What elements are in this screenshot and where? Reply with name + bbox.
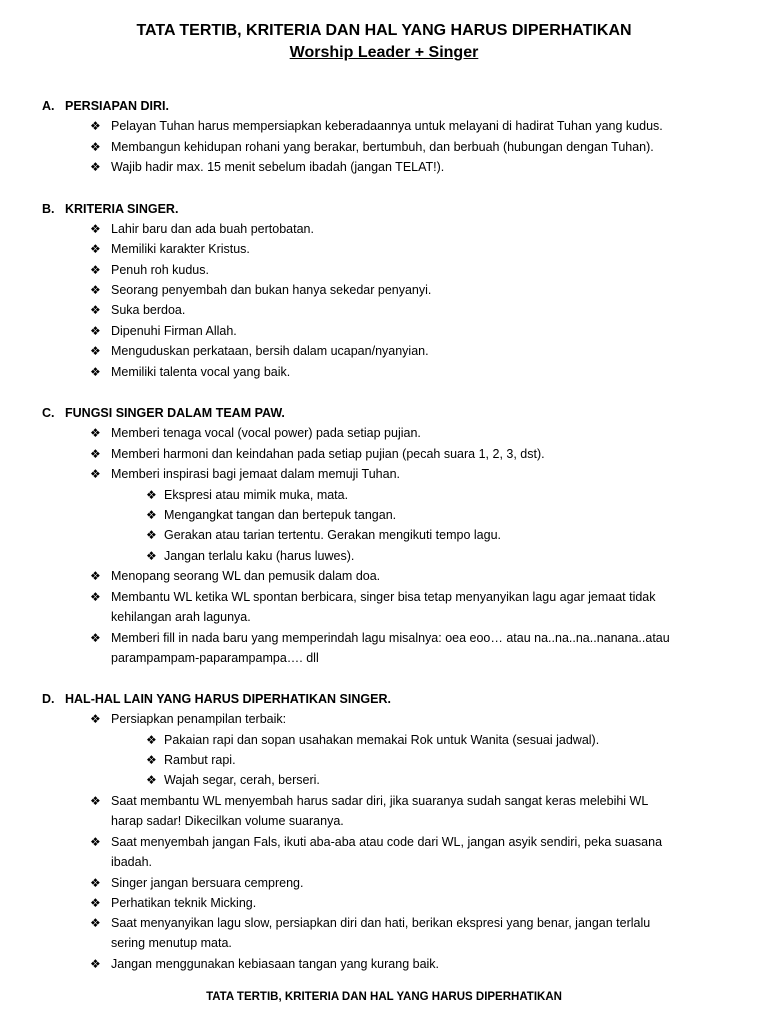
- section-title: KRITERIA SINGER.: [65, 202, 179, 216]
- bullet-diamond-icon: ❖: [90, 303, 101, 317]
- sub-list-item: ❖ Gerakan atau tarian tertentu. Gerakan mengikuti tempo lagu.: [146, 525, 501, 545]
- list-item: ❖ Suka berdoa.: [90, 300, 185, 320]
- list-item: ❖ Memberi inspirasi bagi jemaat dalam memuji Tuhan.: [90, 464, 400, 484]
- list-item: ❖ Menguduskan perkataan, bersih dalam ucapan/nyanyian.: [90, 341, 429, 361]
- bullet-diamond-icon: ❖: [90, 467, 101, 481]
- list-item: ❖ Saat menyembah jangan Fals, ikuti aba-aba atau code dari WL, jangan asyik sendiri, peka suasana ibadah.: [90, 832, 662, 872]
- bullet-diamond-icon: ❖: [90, 569, 101, 583]
- section-heading-b: [42, 201, 178, 217]
- section-heading-c: [42, 405, 285, 421]
- section-letter: B.: [42, 202, 55, 216]
- bullet-diamond-icon: ❖: [146, 753, 157, 767]
- section-letter: D.: [42, 692, 55, 706]
- bullet-diamond-icon: ❖: [90, 160, 101, 174]
- document-subtitle: Worship Leader + Singer: [289, 44, 479, 61]
- bullet-diamond-icon: ❖: [90, 222, 101, 236]
- section-letter: A.: [42, 99, 55, 113]
- section-title: HAL-HAL LAIN YANG HARUS DIPERHATIKAN SINGER.: [65, 692, 391, 706]
- list-item: ❖ Penuh roh kudus.: [90, 260, 209, 280]
- list-item-continuation: sering menutup mata.: [111, 936, 232, 950]
- bullet-diamond-icon: ❖: [90, 896, 101, 910]
- list-item: ❖ Lahir baru dan ada buah pertobatan.: [90, 219, 314, 239]
- list-item-continuation: kehilangan arah lagunya.: [111, 610, 251, 624]
- bullet-diamond-icon: ❖: [90, 876, 101, 890]
- bullet-diamond-icon: ❖: [146, 528, 157, 542]
- bullet-diamond-icon: ❖: [90, 119, 101, 133]
- bullet-diamond-icon: ❖: [146, 773, 157, 787]
- bullet-diamond-icon: ❖: [90, 324, 101, 338]
- list-item: ❖ Singer jangan bersuara cempreng.: [90, 873, 303, 893]
- footer-title: TATA TERTIB, KRITERIA DAN HAL YANG HARUS DIPERHATIKAN: [206, 991, 562, 1003]
- list-item-continuation: ibadah.: [111, 855, 153, 869]
- sub-list-item: ❖ Jangan terlalu kaku (harus luwes).: [146, 546, 354, 566]
- bullet-diamond-icon: ❖: [90, 631, 101, 645]
- sub-list-item: ❖ Ekspresi atau mimik muka, mata.: [146, 485, 348, 505]
- list-item: ❖ Memberi fill in nada baru yang memperindah lagu misalnya: oea eoo… atau na..na..na..nanana..atau parampampam-paparampampa…. dll: [90, 628, 670, 668]
- bullet-diamond-icon: ❖: [90, 794, 101, 808]
- bullet-diamond-icon: ❖: [90, 957, 101, 971]
- bullet-diamond-icon: ❖: [146, 508, 157, 522]
- section-heading-d: [42, 691, 391, 707]
- list-item: ❖ Persiapkan penampilan terbaik:: [90, 709, 286, 729]
- list-item-continuation: harap sadar! Dikecilkan volume suaranya.: [111, 814, 344, 828]
- bullet-diamond-icon: ❖: [90, 344, 101, 358]
- section-letter: C.: [42, 406, 55, 420]
- bullet-diamond-icon: ❖: [90, 283, 101, 297]
- document-title: TATA TERTIB, KRITERIA DAN HAL YANG HARUS DIPERHATIKAN: [136, 22, 632, 39]
- bullet-diamond-icon: ❖: [90, 263, 101, 277]
- list-item: ❖ Seorang penyembah dan bukan hanya sekedar penyanyi.: [90, 280, 431, 300]
- list-item: ❖ Jangan menggunakan kebiasaan tangan yang kurang baik.: [90, 954, 439, 974]
- bullet-diamond-icon: ❖: [90, 712, 101, 726]
- sub-list-item: ❖ Wajah segar, cerah, berseri.: [146, 770, 320, 790]
- list-item: ❖ Memiliki talenta vocal yang baik.: [90, 362, 290, 382]
- list-item: ❖ Dipenuhi Firman Allah.: [90, 321, 237, 341]
- section-heading-a: [42, 98, 169, 114]
- bullet-diamond-icon: ❖: [90, 590, 101, 604]
- bullet-diamond-icon: ❖: [90, 365, 101, 379]
- list-item: ❖ Wajib hadir max. 15 menit sebelum ibadah (jangan TELAT!).: [90, 157, 444, 177]
- sub-list-item: ❖ Pakaian rapi dan sopan usahakan memakai Rok untuk Wanita (sesuai jadwal).: [146, 730, 599, 750]
- list-item: ❖ Memiliki karakter Kristus.: [90, 239, 250, 259]
- list-item: ❖ Menopang seorang WL dan pemusik dalam doa.: [90, 566, 380, 586]
- bullet-diamond-icon: ❖: [146, 488, 157, 502]
- list-item: ❖ Pelayan Tuhan harus mempersiapkan keberadaannya untuk melayani di hadirat Tuhan yang kudus.: [90, 116, 663, 136]
- list-item: ❖ Membangun kehidupan rohani yang berakar, bertumbuh, dan berbuah (hubungan dengan Tuhan).: [90, 137, 654, 157]
- bullet-diamond-icon: ❖: [146, 733, 157, 747]
- bullet-diamond-icon: ❖: [90, 140, 101, 154]
- sub-list-item: ❖ Rambut rapi.: [146, 750, 236, 770]
- bullet-diamond-icon: ❖: [90, 835, 101, 849]
- list-item: ❖ Memberi harmoni dan keindahan pada setiap pujian (pecah suara 1, 2, 3, dst).: [90, 444, 545, 464]
- list-item: ❖ Saat menyanyikan lagu slow, persiapkan diri dan hati, berikan ekspresi yang benar, jangan terlalu sering menutup mata.: [90, 913, 650, 953]
- bullet-diamond-icon: ❖: [146, 549, 157, 563]
- section-title: FUNGSI SINGER DALAM TEAM PAW.: [65, 406, 285, 420]
- list-item: ❖ Membantu WL ketika WL spontan berbicara, singer bisa tetap menyanyikan lagu agar jemaat tidak kehilangan arah lagunya.: [90, 587, 656, 627]
- list-item: ❖ Perhatikan teknik Micking.: [90, 893, 256, 913]
- bullet-diamond-icon: ❖: [90, 242, 101, 256]
- list-item: ❖ Saat membantu WL menyembah harus sadar diri, jika suaranya sudah sangat keras melebihi WL harap sadar! Dikecilkan volume suaranya.: [90, 791, 648, 831]
- list-item: ❖ Memberi tenaga vocal (vocal power) pada setiap pujian.: [90, 423, 421, 443]
- sub-list-item: ❖ Mengangkat tangan dan bertepuk tangan.: [146, 505, 396, 525]
- section-title: PERSIAPAN DIRI.: [65, 99, 169, 113]
- bullet-diamond-icon: ❖: [90, 426, 101, 440]
- bullet-diamond-icon: ❖: [90, 447, 101, 461]
- list-item-continuation: parampampam-paparampampa…. dll: [111, 651, 319, 665]
- bullet-diamond-icon: ❖: [90, 916, 101, 930]
